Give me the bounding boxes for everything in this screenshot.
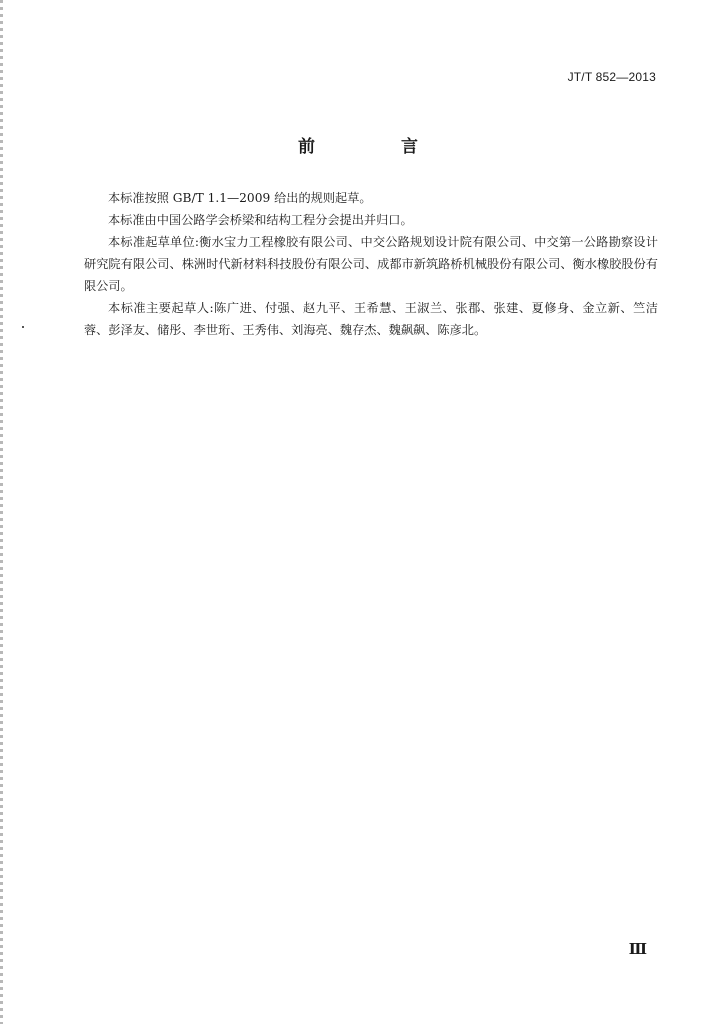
page-title: 前 言 [298, 137, 458, 157]
standard-code: JT/T 852—2013 [567, 70, 656, 84]
foreword-body [84, 187, 658, 341]
paragraph-proposer: 本标准由中国公路学会桥梁和结构工程分会提出并归口。 [108, 213, 413, 227]
page-number: Ⅲ [628, 940, 647, 958]
scan-speck [22, 326, 24, 328]
paragraph-drafters: 本标准主要起草人:陈广进、付强、赵九平、王希慧、王淑兰、张郡、张建、夏修身、金立新、竺洁蓉、彭泽友、储彤、李世珩、王秀伟、刘海亮、魏存杰、魏飙飙、陈彦北。 [84, 301, 658, 337]
paragraph-drafting-units: 本标准起草单位:衡水宝力工程橡胶有限公司、中交公路规划设计院有限公司、中交第一公路勘察设计研究院有限公司、株洲时代新材料科技股份有限公司、成都市新筑路桥机械股份有限公司、衡水橡胶股份有限公司。 [84, 235, 658, 293]
paragraph-drafting-rules: 本标准按照 GB/T 1.1—2009 给出的规则起草。 [108, 191, 372, 205]
